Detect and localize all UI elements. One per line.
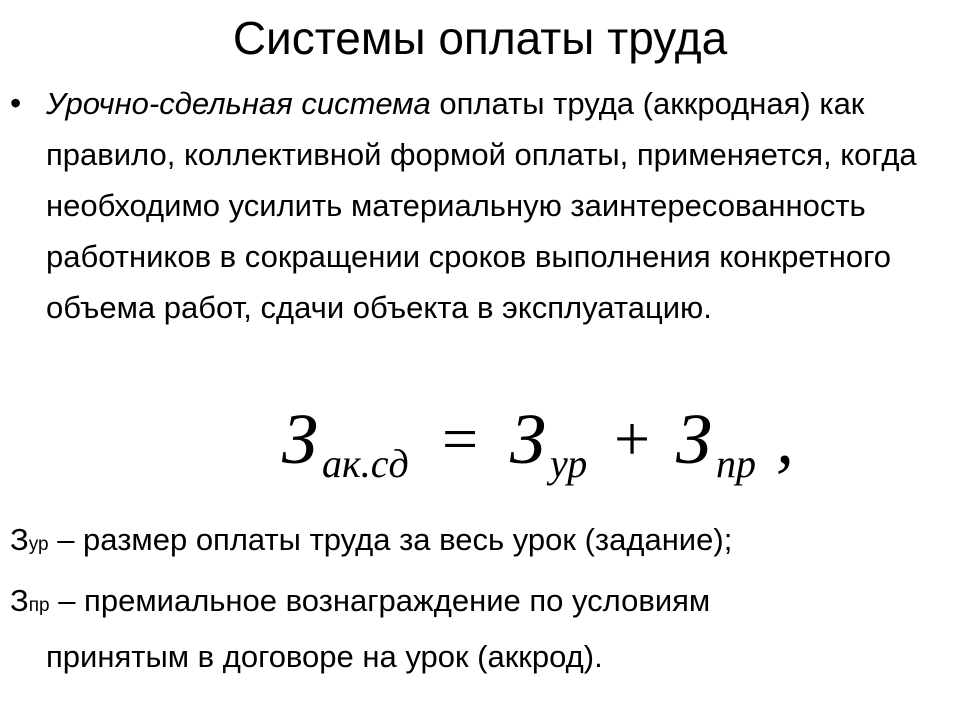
formula-equals: = (442, 403, 479, 474)
definition-symbol: З (10, 583, 29, 618)
formula-plus: + (614, 403, 651, 474)
bullet-text (46, 78, 946, 333)
definition-subscript: пр (28, 595, 50, 616)
slide-title: Системы оплаты труда (232, 12, 728, 64)
definition-text: – премиальное вознаграждение по условиям (49, 583, 711, 618)
definition-item (10, 575, 950, 682)
formula-term2-symbol: З (676, 399, 712, 479)
definition-item (10, 514, 950, 570)
formula-lhs-subscript: ак.сд (322, 441, 409, 486)
formula-term1-symbol: З (510, 399, 546, 479)
definition-subscript: ур (28, 534, 49, 555)
definition-text: – размер оплаты труда за весь урок (задание); (48, 522, 733, 557)
bullet-marker-icon: • (10, 85, 22, 121)
formula-lhs-symbol: З (282, 399, 318, 479)
formula (282, 394, 842, 504)
definition-continuation: принятым в договоре на урок (аккрод). (46, 639, 603, 674)
bullet-italic-term: Урочно-сдельная система (46, 86, 431, 121)
formula-term1-subscript: ур (550, 441, 588, 486)
formula-term2-subscript: пр (716, 441, 756, 486)
formula-comma: , (776, 399, 794, 479)
bullet-body: оплаты труда (аккродная) как правило, коллективной формой оплаты, применяется, когда необходимо усилить материальную заинтересованность работников в сокращении сроков выполнения конкретного объема работ, сдачи объекта в эксплуатацию. (46, 86, 917, 325)
definition-symbol: З (10, 522, 29, 557)
